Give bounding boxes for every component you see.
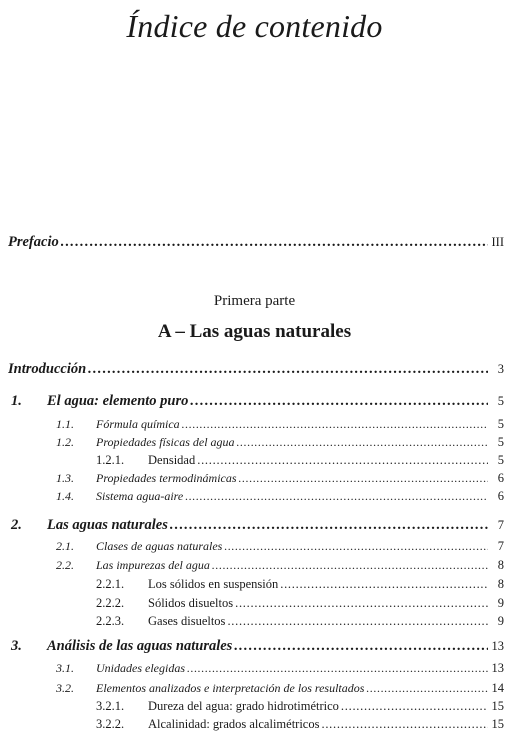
toc-number: 3.2.2. <box>96 717 125 731</box>
toc-preface[interactable] <box>8 233 504 251</box>
toc-number: 2.2.2. <box>96 596 125 610</box>
toc-number: 3. <box>11 638 22 654</box>
dot-leader <box>212 557 488 573</box>
toc-number: 2. <box>11 517 22 533</box>
toc-entry-section[interactable] <box>8 538 504 554</box>
toc-label: Densidad <box>148 453 196 467</box>
dot-leader <box>237 434 488 450</box>
toc-page-number: 7 <box>497 539 504 553</box>
dot-leader <box>61 233 488 251</box>
toc-page-number: 3 <box>497 362 504 376</box>
toc-page-number: 14 <box>491 681 504 695</box>
toc-entry-section[interactable] <box>8 434 504 450</box>
dot-leader <box>187 660 488 676</box>
toc-page-number: 5 <box>497 394 504 408</box>
toc-page-number: 6 <box>497 471 504 485</box>
toc-page-number: 15 <box>491 717 504 731</box>
toc-label: Fórmula química <box>96 417 180 431</box>
toc-number: 2.2.1. <box>96 577 125 591</box>
toc-number: 3.2. <box>56 681 74 695</box>
dot-leader <box>185 488 488 504</box>
toc-entry-sub[interactable] <box>8 452 504 468</box>
toc-label: Unidades elegidas <box>96 661 185 675</box>
toc-entry-section[interactable] <box>8 470 504 486</box>
toc-entry-sub[interactable] <box>8 613 504 629</box>
toc-page-number: III <box>491 235 504 249</box>
toc-label: Propiedades físicas del agua <box>96 435 235 449</box>
toc-entry-chapter[interactable] <box>8 516 504 534</box>
dot-leader <box>280 576 488 592</box>
dot-leader <box>88 360 488 378</box>
toc-label: El agua: elemento puro <box>47 393 189 409</box>
toc-label: Propiedades termodinámicas <box>96 471 237 485</box>
toc-page-number: 5 <box>497 417 504 431</box>
toc-label: Los sólidos en suspensión <box>148 577 279 591</box>
toc-number: 1.2. <box>56 435 74 449</box>
toc-page-number: 13 <box>491 661 504 675</box>
dot-leader <box>227 613 488 629</box>
toc-number: 3.2.1. <box>96 699 125 713</box>
dot-leader <box>170 516 488 534</box>
toc-entry-sub[interactable] <box>8 716 504 732</box>
toc-label: Prefacio <box>8 234 59 250</box>
page-title: Índice de contenido <box>126 8 383 44</box>
dot-leader <box>182 416 488 432</box>
toc-entry-section[interactable] <box>8 680 504 696</box>
toc-number: 2.1. <box>56 539 74 553</box>
toc-entry-section[interactable] <box>8 416 504 432</box>
toc-label: Las impurezas del agua <box>96 558 210 572</box>
toc-entry-sub[interactable] <box>8 576 504 592</box>
toc-number: 1.3. <box>56 471 74 485</box>
toc-entry-section[interactable] <box>8 488 504 504</box>
toc-page-number: 5 <box>497 453 504 467</box>
toc-page-number: 15 <box>491 699 504 713</box>
toc-label: Elementos analizados e interpretación de los resultados <box>96 681 365 695</box>
toc-label: Sólidos disueltos <box>148 596 234 610</box>
toc-page-number: 5 <box>497 435 504 449</box>
dot-leader <box>239 470 488 486</box>
toc-label: Introducción <box>8 361 87 377</box>
toc-page-number: 9 <box>497 596 504 610</box>
toc-number: 2.2. <box>56 558 74 572</box>
toc-entry-sub[interactable] <box>8 698 504 714</box>
toc-number: 1.2.1. <box>96 453 125 467</box>
toc-page-number: 9 <box>497 614 504 628</box>
toc-number: 3.1. <box>56 661 74 675</box>
toc-number: 2.2.3. <box>96 614 125 628</box>
toc-number: 1.1. <box>56 417 74 431</box>
toc-entry-section[interactable] <box>8 660 504 676</box>
dot-leader <box>224 538 488 554</box>
toc-number: 1. <box>11 393 22 409</box>
toc-page-number: 8 <box>497 577 504 591</box>
dot-leader <box>321 716 488 732</box>
toc-entry-chapter[interactable] <box>8 360 504 378</box>
toc-label: Clases de aguas naturales <box>96 539 223 553</box>
dot-leader <box>197 452 488 468</box>
toc-entry-sub[interactable] <box>8 595 504 611</box>
toc-label: Análisis de las aguas naturales <box>47 638 233 654</box>
toc-label: Alcalinidad: grados alcalimétricos <box>148 717 320 731</box>
toc-entry-chapter[interactable] <box>8 637 504 655</box>
toc-label: Las aguas naturales <box>47 517 168 533</box>
part-title: A – Las aguas naturales <box>157 321 352 342</box>
toc-label: Dureza del agua: grado hidrotimétrico <box>148 699 339 713</box>
dot-leader <box>341 698 488 714</box>
toc-label: Gases disueltos <box>148 614 226 628</box>
toc-page-number: 6 <box>497 489 504 503</box>
toc-entry-chapter[interactable] <box>8 392 504 410</box>
dot-leader <box>235 595 488 611</box>
toc-label: Sistema agua-aire <box>96 489 184 503</box>
dot-leader <box>234 637 488 655</box>
dot-leader <box>190 392 488 410</box>
part-label: Primera parte <box>213 293 296 309</box>
toc-entry-section[interactable] <box>8 557 504 573</box>
toc-page-number: 7 <box>497 518 504 532</box>
toc-page-number: 8 <box>497 558 504 572</box>
dot-leader <box>366 680 488 696</box>
toc-number: 1.4. <box>56 489 74 503</box>
toc-page-number: 13 <box>491 639 504 653</box>
